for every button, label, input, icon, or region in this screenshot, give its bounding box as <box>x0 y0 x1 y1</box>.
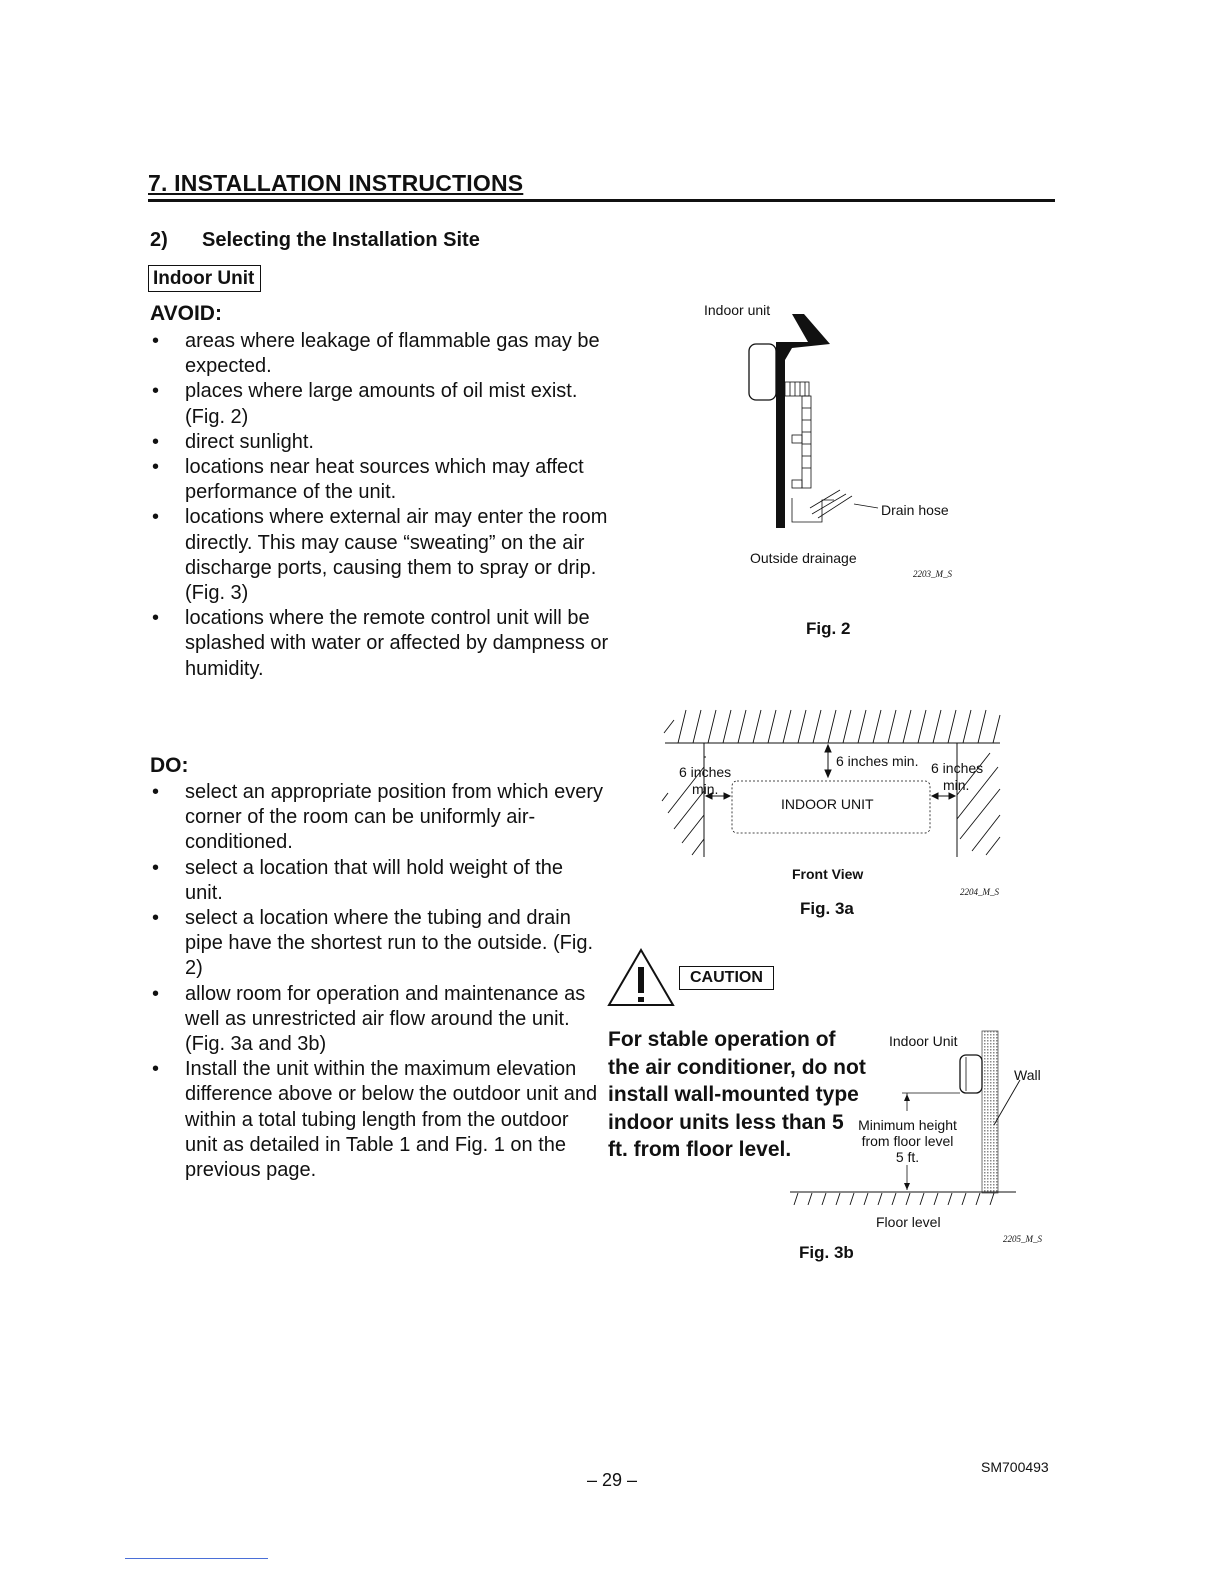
fig3a-caption: Fig. 3a <box>800 899 854 918</box>
section-title: 7. INSTALLATION INSTRUCTIONS <box>148 170 524 196</box>
fig3b-code: 2205_M_S <box>1003 1234 1042 1244</box>
list-item: • locations where the remote control unit will be splashed with water or affected by dampness or humidity. <box>150 606 620 682</box>
list-item: • direct sunlight. <box>150 430 620 455</box>
list-item: • allow room for operation and maintenance as well as unrestricted air flow around the unit. (Fig. 3a and 3b) <box>150 982 605 1058</box>
fig3a-view-label: Front View <box>792 866 864 882</box>
fig3a-right-inches: 6 inches <box>931 760 984 776</box>
fig3b-min-height-line2: from floor level <box>861 1133 954 1149</box>
subsection-title: Selecting the Installation Site <box>202 229 480 251</box>
list-item: • locations near heat sources which may affect performance of the unit. <box>150 455 620 505</box>
list-item: • select a location that will hold weight of the unit. <box>150 856 605 906</box>
warning-triangle-icon <box>606 947 676 1009</box>
fig3b-min-height <box>850 1117 965 1165</box>
list-item: • select a location where the tubing and drain pipe have the shortest run to the outside. (Fig. 2) <box>150 906 605 982</box>
caution-text: For stable operation of the air conditioner, do not install wall-mounted type indoor units less than 5 ft. from floor level. <box>608 1028 866 1161</box>
fig3b-floor-level-label: Floor level <box>876 1214 941 1230</box>
fig3a-unit-label: INDOOR UNIT <box>781 796 874 812</box>
do-heading: DO: <box>150 754 189 777</box>
footer-line <box>125 1558 268 1559</box>
fig3a-code: 2204_M_S <box>960 887 999 897</box>
fig3b-min-height-line3: 5 ft. <box>895 1149 920 1165</box>
fig3b-drawing <box>780 1025 1060 1205</box>
list-item: • select an appropriate position from which every corner of the room can be uniformly air-conditioned. <box>150 780 605 856</box>
document-id: SM700493 <box>981 1459 1049 1475</box>
page-number: – 29 – <box>586 1470 638 1490</box>
indoor-unit-label: Indoor Unit <box>148 265 261 292</box>
fig3a-left-min: min. <box>692 781 719 797</box>
fig3b-min-height-line1: Minimum height <box>858 1117 957 1133</box>
caution-label: CAUTION <box>679 966 774 990</box>
list-item: • places where large amounts of oil mist exist. (Fig. 2) <box>150 379 620 429</box>
list-item: • areas where leakage of flammable gas may be expected. <box>150 329 620 379</box>
fig2-outside-drainage-label: Outside drainage <box>750 550 857 566</box>
fig3b-indoor-unit-label: Indoor Unit <box>889 1033 958 1049</box>
title-rule <box>148 199 1055 202</box>
fig2-drain-hose-label: Drain hose <box>881 502 949 518</box>
fig2-indoor-unit-label: Indoor unit <box>704 302 771 318</box>
fig2-code: 2203_M_S <box>913 569 952 579</box>
avoid-heading: AVOID: <box>150 302 222 325</box>
do-list <box>150 780 605 1183</box>
fig3a-right-min: min. <box>943 777 970 793</box>
subsection-number: 2) <box>150 229 168 251</box>
fig3b-wall-label: Wall <box>1014 1067 1041 1083</box>
fig3a-top-clearance: 6 inches min. <box>836 753 919 769</box>
fig2-caption: Fig. 2 <box>806 619 851 638</box>
list-item: • Install the unit within the maximum elevation difference above or below the outdoor unit and within a total tubing length from the outdoor unit as detailed in Table 1 and Fig. 1 on the previous page. <box>150 1057 605 1183</box>
avoid-list <box>150 329 620 682</box>
subsection-heading <box>150 229 480 252</box>
list-item: • locations where external air may enter the room directly. This may cause “sweating” on the air discharge ports, causing them to spray or drip. (Fig. 3) <box>150 505 620 606</box>
fig3b-caption: Fig. 3b <box>799 1243 854 1262</box>
fig3a-left-inches: 6 inches <box>679 764 732 780</box>
